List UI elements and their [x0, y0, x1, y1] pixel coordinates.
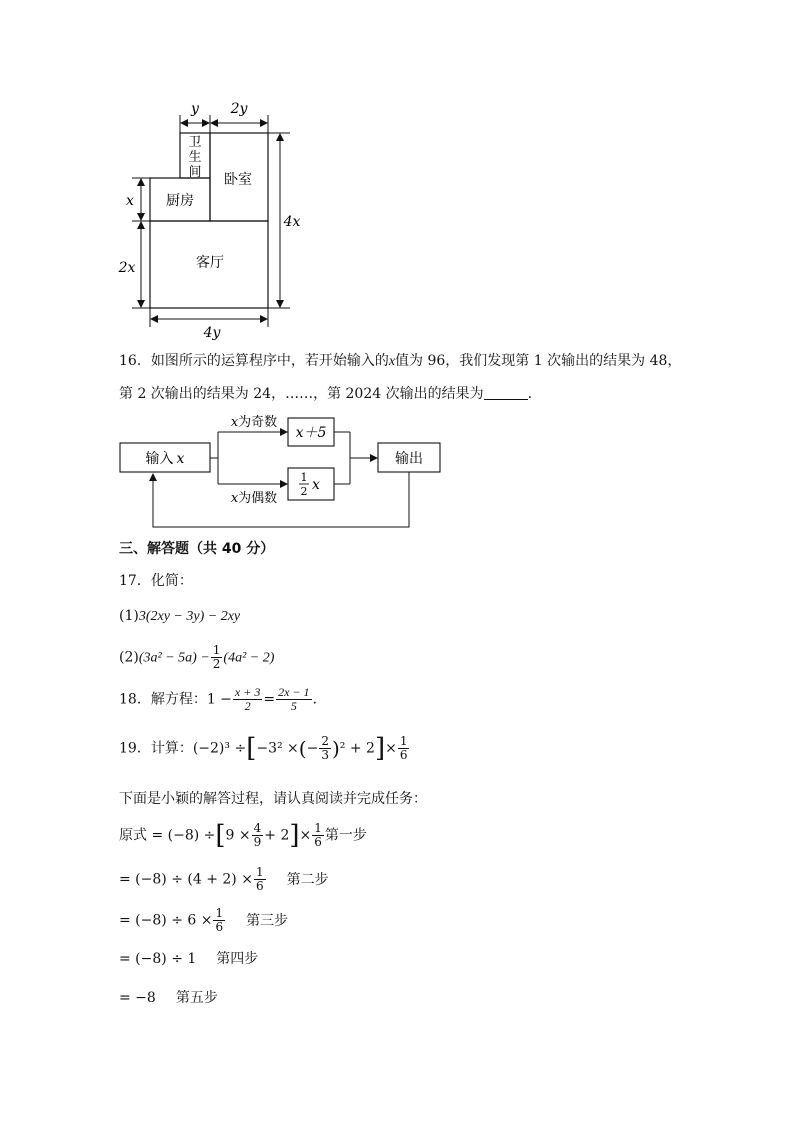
living-room-label: 客厅 — [196, 255, 224, 271]
solution-intro: 下面是小颖的解答过程，请认真阅读并完成任务： — [119, 791, 427, 807]
odd-branch-label: x为奇数 — [230, 415, 278, 430]
q17-fraction: $\frac{1}{2}$ — [212, 643, 221, 671]
q19-inner-fraction: $\frac{2}{3}$ — [321, 734, 329, 762]
solution-step-1: 原式 = (−8) ÷[9 × $\frac{4}{9}$ + 2]× $\frac{1}{6}$ 第一步 — [119, 820, 367, 851]
odd-op-label: x＋5 — [295, 425, 327, 441]
even-op-box — [288, 468, 334, 500]
q16-line-2: 第 2 次输出的结果为 24，……，第 2024 次输出的结果为 . — [119, 386, 533, 402]
solution-step-3: = (−8) ÷ 6 × $\frac{1}{6}$ 第三步 — [119, 906, 289, 934]
bathroom-label-1: 卫 — [188, 135, 202, 150]
feedback-loop-line — [153, 472, 409, 527]
dim-label-4x: 4x — [283, 214, 301, 230]
q17-part-1: (1)3(2xy − 3y) − 2xy — [119, 608, 241, 624]
q18-fraction-2: $\frac{2x - 1}{5}$ — [278, 685, 310, 713]
q18-fraction-1: $\frac{x + 3}{2}$ — [234, 685, 261, 713]
q17-part-2: (2)(3a² − 5a) − $\frac{1}{2}$ (4a² − 2) — [119, 643, 275, 671]
bedroom-label: 卧室 — [224, 172, 252, 188]
solution-step-5: = −8 第五步 — [119, 990, 218, 1006]
even-branch-label: x为偶数 — [230, 491, 278, 506]
q16-line-1: 16．如图所示的运算程序中，若开始输入的x值为 96，我们发现第 1 次输出的结果为 48， — [119, 353, 682, 369]
solution-step-4: = (−8) ÷ 1 第四步 — [119, 951, 259, 967]
even-op-numerator: 1 — [300, 471, 308, 484]
q18-equation: 18．解方程：1 − $\frac{x + 3}{2}$ = $\frac{2x - 1}{5}$ . — [119, 685, 317, 713]
dim-label-2y: 2y — [230, 101, 248, 117]
dim-label-x: x — [126, 193, 134, 209]
bathroom-label-3: 间 — [188, 165, 202, 180]
input-label: 输入 x — [145, 451, 185, 467]
section-3-title: 三、解答题（共 40 分） — [119, 541, 275, 557]
kitchen-label: 厨房 — [166, 193, 194, 209]
dim-label-2x: 2x — [118, 260, 136, 276]
dim-label-y: y — [191, 101, 199, 117]
even-op-denominator: 2 — [300, 485, 308, 498]
even-op-var: x — [312, 477, 320, 493]
q19-tail-fraction: $\frac{1}{6}$ — [399, 734, 408, 762]
flowchart-figure — [110, 408, 450, 533]
bathroom-label-2: 生 — [188, 150, 202, 165]
output-label: 输出 — [395, 451, 423, 467]
answer-blank[interactable] — [484, 385, 528, 400]
q19-expression: 19．计算：(−2)³ ÷[−3² ×(− $\frac{2}{3}$ )² + 2]× $\frac{1}{6}$ — [119, 733, 408, 764]
q17-title: 17．化简： — [119, 573, 193, 589]
solution-step-2: = (−8) ÷ (4 + 2) × $\frac{1}{6}$ 第二步 — [119, 865, 329, 893]
floor-plan-figure — [110, 95, 310, 345]
dim-label-4y: 4y — [203, 325, 221, 341]
